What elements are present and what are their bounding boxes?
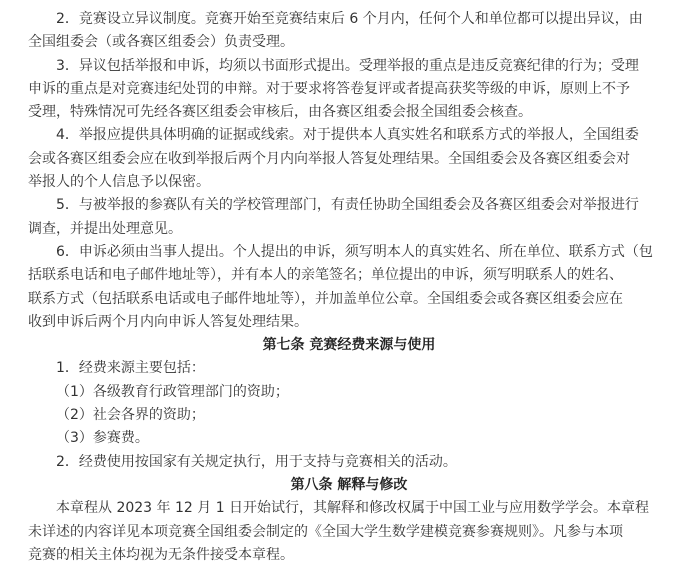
text-line: 受理，特殊情况可先经各赛区组委会审核后，由各赛区组委会报全国组委会核查。 bbox=[28, 104, 532, 121]
text-line: 调查，并提出处理意见。 bbox=[28, 220, 182, 237]
objection-item-5 bbox=[28, 194, 688, 241]
text-line: （1）各级教育行政管理部门的资助； bbox=[56, 383, 289, 400]
text-line: 2．经费使用按国家有关规定执行，用于支持与竞赛相关的活动。 bbox=[56, 453, 457, 470]
text-line: 举报人的个人信息予以保密。 bbox=[28, 174, 210, 191]
text-line: 联系方式（包括联系电话或电子邮件地址等），并加盖单位公章。全国组委会或各赛区组委会应在 bbox=[28, 290, 623, 307]
text-line: 收到申诉后两个月内向申诉人答复处理结果。 bbox=[28, 313, 308, 330]
text-line: 3．异议包括举报和申诉，均须以书面形式提出。受理举报的重点是违反竞赛纪律的行为；受理 bbox=[56, 57, 639, 74]
text-line: 本章程从 2023 年 12 月 1 日开始试行，其解释和修改权属于中国工业与应用数学学会。本章程 bbox=[56, 500, 650, 517]
text-line: 6．申诉必须由当事人提出。个人提出的申诉，须写明本人的真实姓名、所在单位、联系方式（包 bbox=[56, 243, 653, 260]
objection-item-4 bbox=[28, 124, 688, 194]
text-line: 未详述的内容详见本项竞赛全国组委会制定的《全国大学生数学建模竞赛参赛规则》。凡参与本项 bbox=[28, 523, 623, 540]
text-line: （3）参赛费。 bbox=[56, 430, 149, 447]
text-line: 2．竞赛设立异议制度。竞赛开始至竞赛结束后 6 个月内，任何个人和单位都可以提出异议，由 bbox=[56, 11, 643, 27]
text-line: 会或各赛区组委会应在收到举报后两个月内向举报人答复处理结果。全国组委会及各赛区组委会对 bbox=[28, 150, 630, 167]
text-line: 申诉的重点是对竞赛违纪处罚的申辩。对于要求将答卷复评或者提高获奖等级的申诉，原则上不予 bbox=[28, 80, 630, 97]
text-line: 括联系电话和电子邮件地址等），并有本人的亲笔签名；单位提出的申诉，须写明联系人的姓名、 bbox=[28, 267, 623, 284]
text-line: 竞赛的相关主体均视为无条件接受本章程。 bbox=[28, 546, 294, 563]
article-7-body bbox=[28, 357, 688, 473]
text-line: 5．与被举报的参赛队有关的学校管理部门，有责任协助全国组委会及各赛区组委会对举报进行 bbox=[56, 197, 639, 214]
objection-item-6 bbox=[28, 241, 688, 334]
text-line: 1．经费来源主要包括： bbox=[56, 360, 205, 377]
objection-item-3 bbox=[28, 55, 688, 125]
article-8-body bbox=[28, 497, 688, 567]
text-line: 全国组委会（或各赛区组委会）负责受理。 bbox=[28, 34, 294, 51]
article-8-heading: 第八条 解释与修改 bbox=[290, 476, 408, 493]
text-line: （2）社会各界的资助； bbox=[56, 407, 205, 424]
article-7-heading: 第七条 竞赛经费来源与使用 bbox=[262, 337, 436, 354]
text-line: 4．举报应提供具体明确的证据或线索。对于提供本人真实姓名和联系方式的举报人，全国组委 bbox=[56, 127, 639, 144]
objection-item-2 bbox=[28, 8, 688, 55]
